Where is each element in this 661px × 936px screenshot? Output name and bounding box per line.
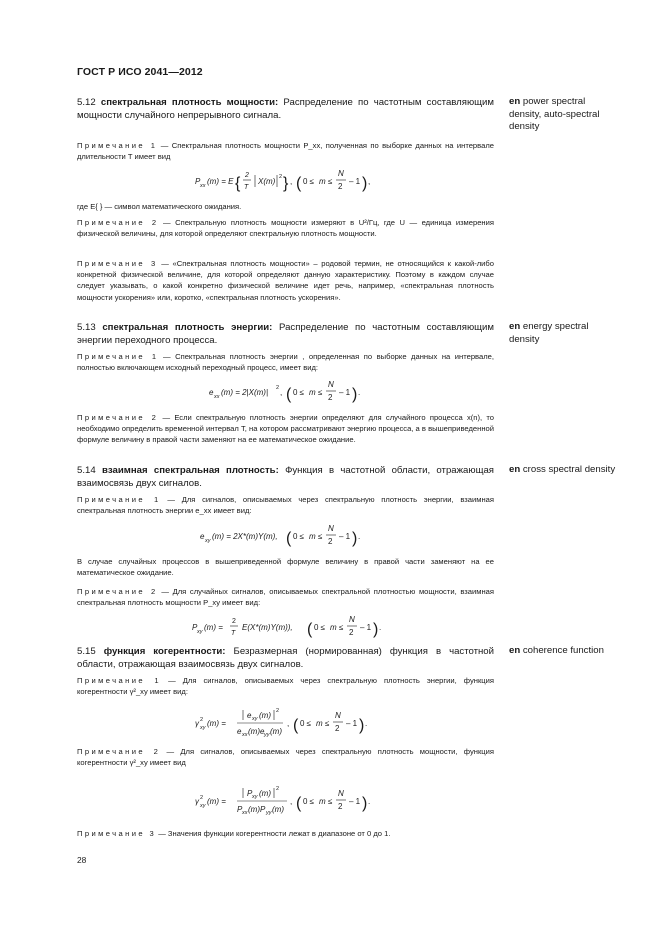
svg-text:xy: xy [200,803,206,809]
svg-text:N: N [328,524,334,533]
svg-text:(: ( [286,530,292,547]
svg-text:0 ≤: 0 ≤ [293,532,305,541]
svg-text:T: T [244,184,249,191]
svg-text:m: m [309,388,316,397]
note-5-12-1 [77,140,494,162]
note-text: — Для сигналов, описываемых через спектральную плотность энергии, функция когерентности γ²_xy имеет вид: [77,676,494,697]
svg-text:2: 2 [200,795,204,801]
svg-text:): ) [362,795,368,812]
formula-coherence-power [77,782,494,818]
note-5-15-1 [77,675,494,697]
svg-text:2: 2 [200,717,204,723]
svg-text:≤: ≤ [318,532,323,541]
note-label: Примечание 1 [77,676,162,685]
svg-text:2: 2 [276,708,280,714]
svg-text:{: { [235,175,241,192]
note-text: — Спектральная плотность энергии , определенная по выборке данных на интервале, полностью включающем исходный переходный процесс, имеет вид: [77,352,494,373]
svg-text:0 ≤: 0 ≤ [303,177,315,186]
note-label: Примечание 2 [77,413,159,422]
svg-text:}: } [283,175,289,192]
term-5-12-equivalent [509,96,619,134]
svg-text:γ: γ [195,797,199,806]
formula-exx [77,377,494,405]
svg-text:(m) = 2X*(m)Y(m),: (m) = 2X*(m)Y(m), [212,532,278,541]
formula-pxx-graphic [77,166,494,194]
note-label: Примечание 2 [77,747,161,756]
formula-coherence-energy [77,704,494,740]
svg-text:(: ( [286,386,292,403]
note-label: Примечание 2 [77,587,158,596]
lang-code: en [509,645,521,656]
svg-text:0 ≤: 0 ≤ [293,388,305,397]
svg-text:γ: γ [195,719,199,728]
note-5-14-random [77,556,494,578]
term-definition: Безразмерная (нормированная) функция в частотной области, отражающая взаимосвязь двух сигналов. [77,646,494,670]
english-term: energy spectral density [509,321,589,345]
svg-text:– 1: – 1 [349,177,361,186]
svg-text:m: m [319,797,326,806]
note-5-15-3 [77,828,494,839]
svg-text:2: 2 [328,393,333,402]
formula-coherence-energy-graphic [77,704,494,740]
svg-text:,: , [287,719,290,728]
term-name: взаимная спектральная плотность: [101,465,279,476]
english-term: coherence function [522,645,604,656]
svg-text:m: m [316,719,323,728]
svg-text:P: P [192,623,198,632]
svg-text:m: m [319,177,326,186]
svg-text:≤: ≤ [325,719,330,728]
english-term: power spectral density, auto-spectral density [509,96,600,132]
term-number: 5.12 [77,97,96,108]
svg-text:(m) =: (m) = [204,623,223,632]
svg-text:m: m [330,623,337,632]
svg-text:.: . [358,532,361,541]
svg-text:– 1: – 1 [339,532,351,541]
svg-text:≤: ≤ [318,388,323,397]
svg-text:– 1: – 1 [360,623,372,632]
term-5-13-equivalent [509,321,619,346]
svg-text:N: N [349,615,355,624]
svg-text:,: , [280,388,283,397]
svg-text:(m) =: (m) = [207,719,226,728]
svg-text:(m) = E: (m) = E [207,177,234,186]
svg-text:xx: xx [242,810,248,816]
note-5-12-where [77,201,494,212]
note-label: Примечание 1 [77,352,159,361]
note-text: — Для сигналов, описываемых через спектральную плотность энергии, взаимная спектральная плотность энергии e_xx имеет вид: [77,495,494,516]
formula-exy-graphic [77,521,494,549]
svg-text:m: m [309,532,316,541]
svg-text:.: . [368,797,371,806]
svg-text:(: ( [307,621,313,638]
svg-text:(m) =: (m) = [207,797,226,806]
svg-text:.: . [365,719,368,728]
document-header: ГОСТ Р ИСО 2041—2012 [77,66,203,78]
svg-text:xy: xy [252,794,258,800]
svg-text:P: P [247,789,253,798]
svg-text:yy: yy [266,810,272,816]
svg-text:X(m): X(m) [258,177,276,186]
svg-text:2: 2 [276,385,280,391]
svg-text:2: 2 [335,724,340,733]
term-name: спектральная плотность мощности: [100,97,279,108]
term-definition: Распределение по частотным составляющим энергии переходного процесса. [77,322,494,346]
svg-text:e: e [237,727,242,736]
formula-exy [77,521,494,549]
formula-pxy [77,612,494,640]
note-text: — Значения функции когерентности лежат в диапазоне от 0 до 1. [158,829,391,838]
svg-text:): ) [373,621,379,638]
svg-text:(: ( [293,717,299,734]
term-definition: Распределение по частотным составляющим мощности случайного непрерывного сигнала. [77,97,494,121]
svg-text:xy: xy [197,629,203,635]
formula-exx-graphic [77,377,494,405]
svg-text:e: e [209,388,214,397]
svg-text:E(X*(m)Y(m)),: E(X*(m)Y(m)), [242,623,293,632]
note-text: — Для сигналов, описываемых через спектральную плотность мощности, функция когерентности γ²_xy имеет вид [77,747,494,768]
term-number: 5.13 [77,322,96,333]
note-text: — Спектральную плотность мощности измеряют в U²/Гц, где U — единица измерения физической величины, для которой определяют спектральную плотность мощности. [77,218,494,239]
svg-text:0 ≤: 0 ≤ [303,797,315,806]
note-text: — Если спектральную плотность энергии определяют для случайного процесса x(n), то необходимо определить временной интервал T, на котором рассматривают энергию процесса, а в вышеприведенной формуле величину в правой части заменяют на ее математическое ожидание. [77,413,494,445]
lang-code: en [509,96,521,107]
term-5-14-equivalent [509,464,619,477]
note-5-12-2 [77,217,494,239]
svg-text:,: , [368,177,371,186]
svg-text:2: 2 [232,618,236,625]
svg-text:– 1: – 1 [339,388,351,397]
term-5-12 [77,96,494,122]
svg-text:): ) [359,717,365,734]
note-5-13-2 [77,412,494,446]
note-text: — Для случайных сигналов, описываемых спектральной плотностью мощности, взаимная спектральная плотность мощности P_xy имеет вид: [77,587,494,608]
svg-text:): ) [352,386,358,403]
svg-text:N: N [335,711,341,720]
note-label: Примечание 3 [77,829,157,838]
note-5-14-2 [77,586,494,608]
formula-pxy-graphic [77,612,494,640]
svg-text:,: , [290,177,293,186]
svg-text:2: 2 [328,537,333,546]
svg-text:xy: xy [200,725,206,731]
svg-text:≤: ≤ [328,797,333,806]
svg-text:(m): (m) [270,727,282,736]
svg-text:0 ≤: 0 ≤ [300,719,312,728]
svg-text:.: . [358,388,361,397]
svg-text:(m): (m) [259,711,271,720]
svg-text:(m) = 2|X(m)|: (m) = 2|X(m)| [221,388,269,397]
svg-text:xy: xy [205,538,211,544]
term-5-14 [77,464,494,490]
term-name: спектральная плотность энергии: [102,322,273,333]
svg-text:2: 2 [276,786,280,792]
svg-text:2: 2 [349,628,354,637]
svg-text:.: . [379,623,382,632]
svg-text:2: 2 [245,172,249,179]
svg-text:e: e [200,532,205,541]
svg-text:xx: xx [242,732,248,738]
svg-text:(m)P: (m)P [248,805,266,814]
svg-text:xx: xx [214,394,220,400]
formula-coherence-power-graphic [77,782,494,818]
note-label: Примечание 2 [77,218,159,227]
note-label: Примечание 3 [77,259,158,268]
svg-text:xy: xy [252,716,258,722]
svg-text:(: ( [296,175,302,192]
note-5-14-1 [77,494,494,516]
svg-text:(m): (m) [272,805,284,814]
svg-text:2: 2 [338,802,343,811]
svg-text:N: N [338,169,344,178]
svg-text:(m)e: (m)e [248,727,265,736]
note-5-15-2 [77,746,494,768]
svg-text:xx: xx [200,183,206,189]
note-text: — «Спектральная плотность мощности» – родовой термин, не относящийся к какой-либо конкретной физической величине, для которой определяют данную характеристику. Поэтому в каждом случае следует указывать, о какой конкретно физической величине идет речь, например, «спектральная плотность мощности ускорения» или, коротко, «спектральная плотность ускорения». [77,259,494,302]
english-term: cross spectral density [522,464,616,475]
note-label: Примечание 1 [77,495,161,504]
svg-text:– 1: – 1 [346,719,358,728]
svg-text:P: P [237,805,243,814]
page-number: 28 [77,855,87,865]
svg-text:2: 2 [279,174,283,180]
note-text: В случае случайных процессов в вышеприведенной формуле величину в правой части заменяют на ее математическое ожидание. [77,557,494,578]
note-5-13-1 [77,351,494,373]
term-number: 5.15 [77,646,96,657]
note-5-12-3 [77,258,494,303]
note-text: где E{ } — символ математического ожидания. [77,202,242,211]
lang-code: en [509,464,521,475]
formula-pxx [77,166,494,194]
svg-text:– 1: – 1 [349,797,361,806]
svg-text:0 ≤: 0 ≤ [314,623,326,632]
svg-text:,: , [290,797,293,806]
svg-text:N: N [338,789,344,798]
note-text: — Спектральная плотность мощности P_xx, полученная по выборке данных на интервале длительности T имеет вид [77,141,494,162]
term-number: 5.14 [77,465,96,476]
lang-code: en [509,321,521,332]
term-definition: Функция в частотной области, отражающая взаимосвязь двух сигналов. [77,465,494,489]
svg-text:yy: yy [264,732,270,738]
svg-text:e: e [247,711,252,720]
svg-text:P: P [195,177,201,186]
svg-text:2: 2 [338,182,343,191]
svg-text:(m): (m) [259,789,271,798]
term-5-13 [77,321,494,347]
svg-text:≤: ≤ [339,623,344,632]
term-5-15-equivalent [509,645,619,658]
svg-text:N: N [328,380,334,389]
svg-text:): ) [362,175,368,192]
term-5-15 [77,645,494,671]
svg-text:T: T [231,630,236,637]
term-name: функция когерентности: [103,646,226,657]
note-label: Примечание 1 [77,141,158,150]
svg-text:(: ( [296,795,302,812]
svg-text:): ) [352,530,358,547]
svg-text:≤: ≤ [328,177,333,186]
